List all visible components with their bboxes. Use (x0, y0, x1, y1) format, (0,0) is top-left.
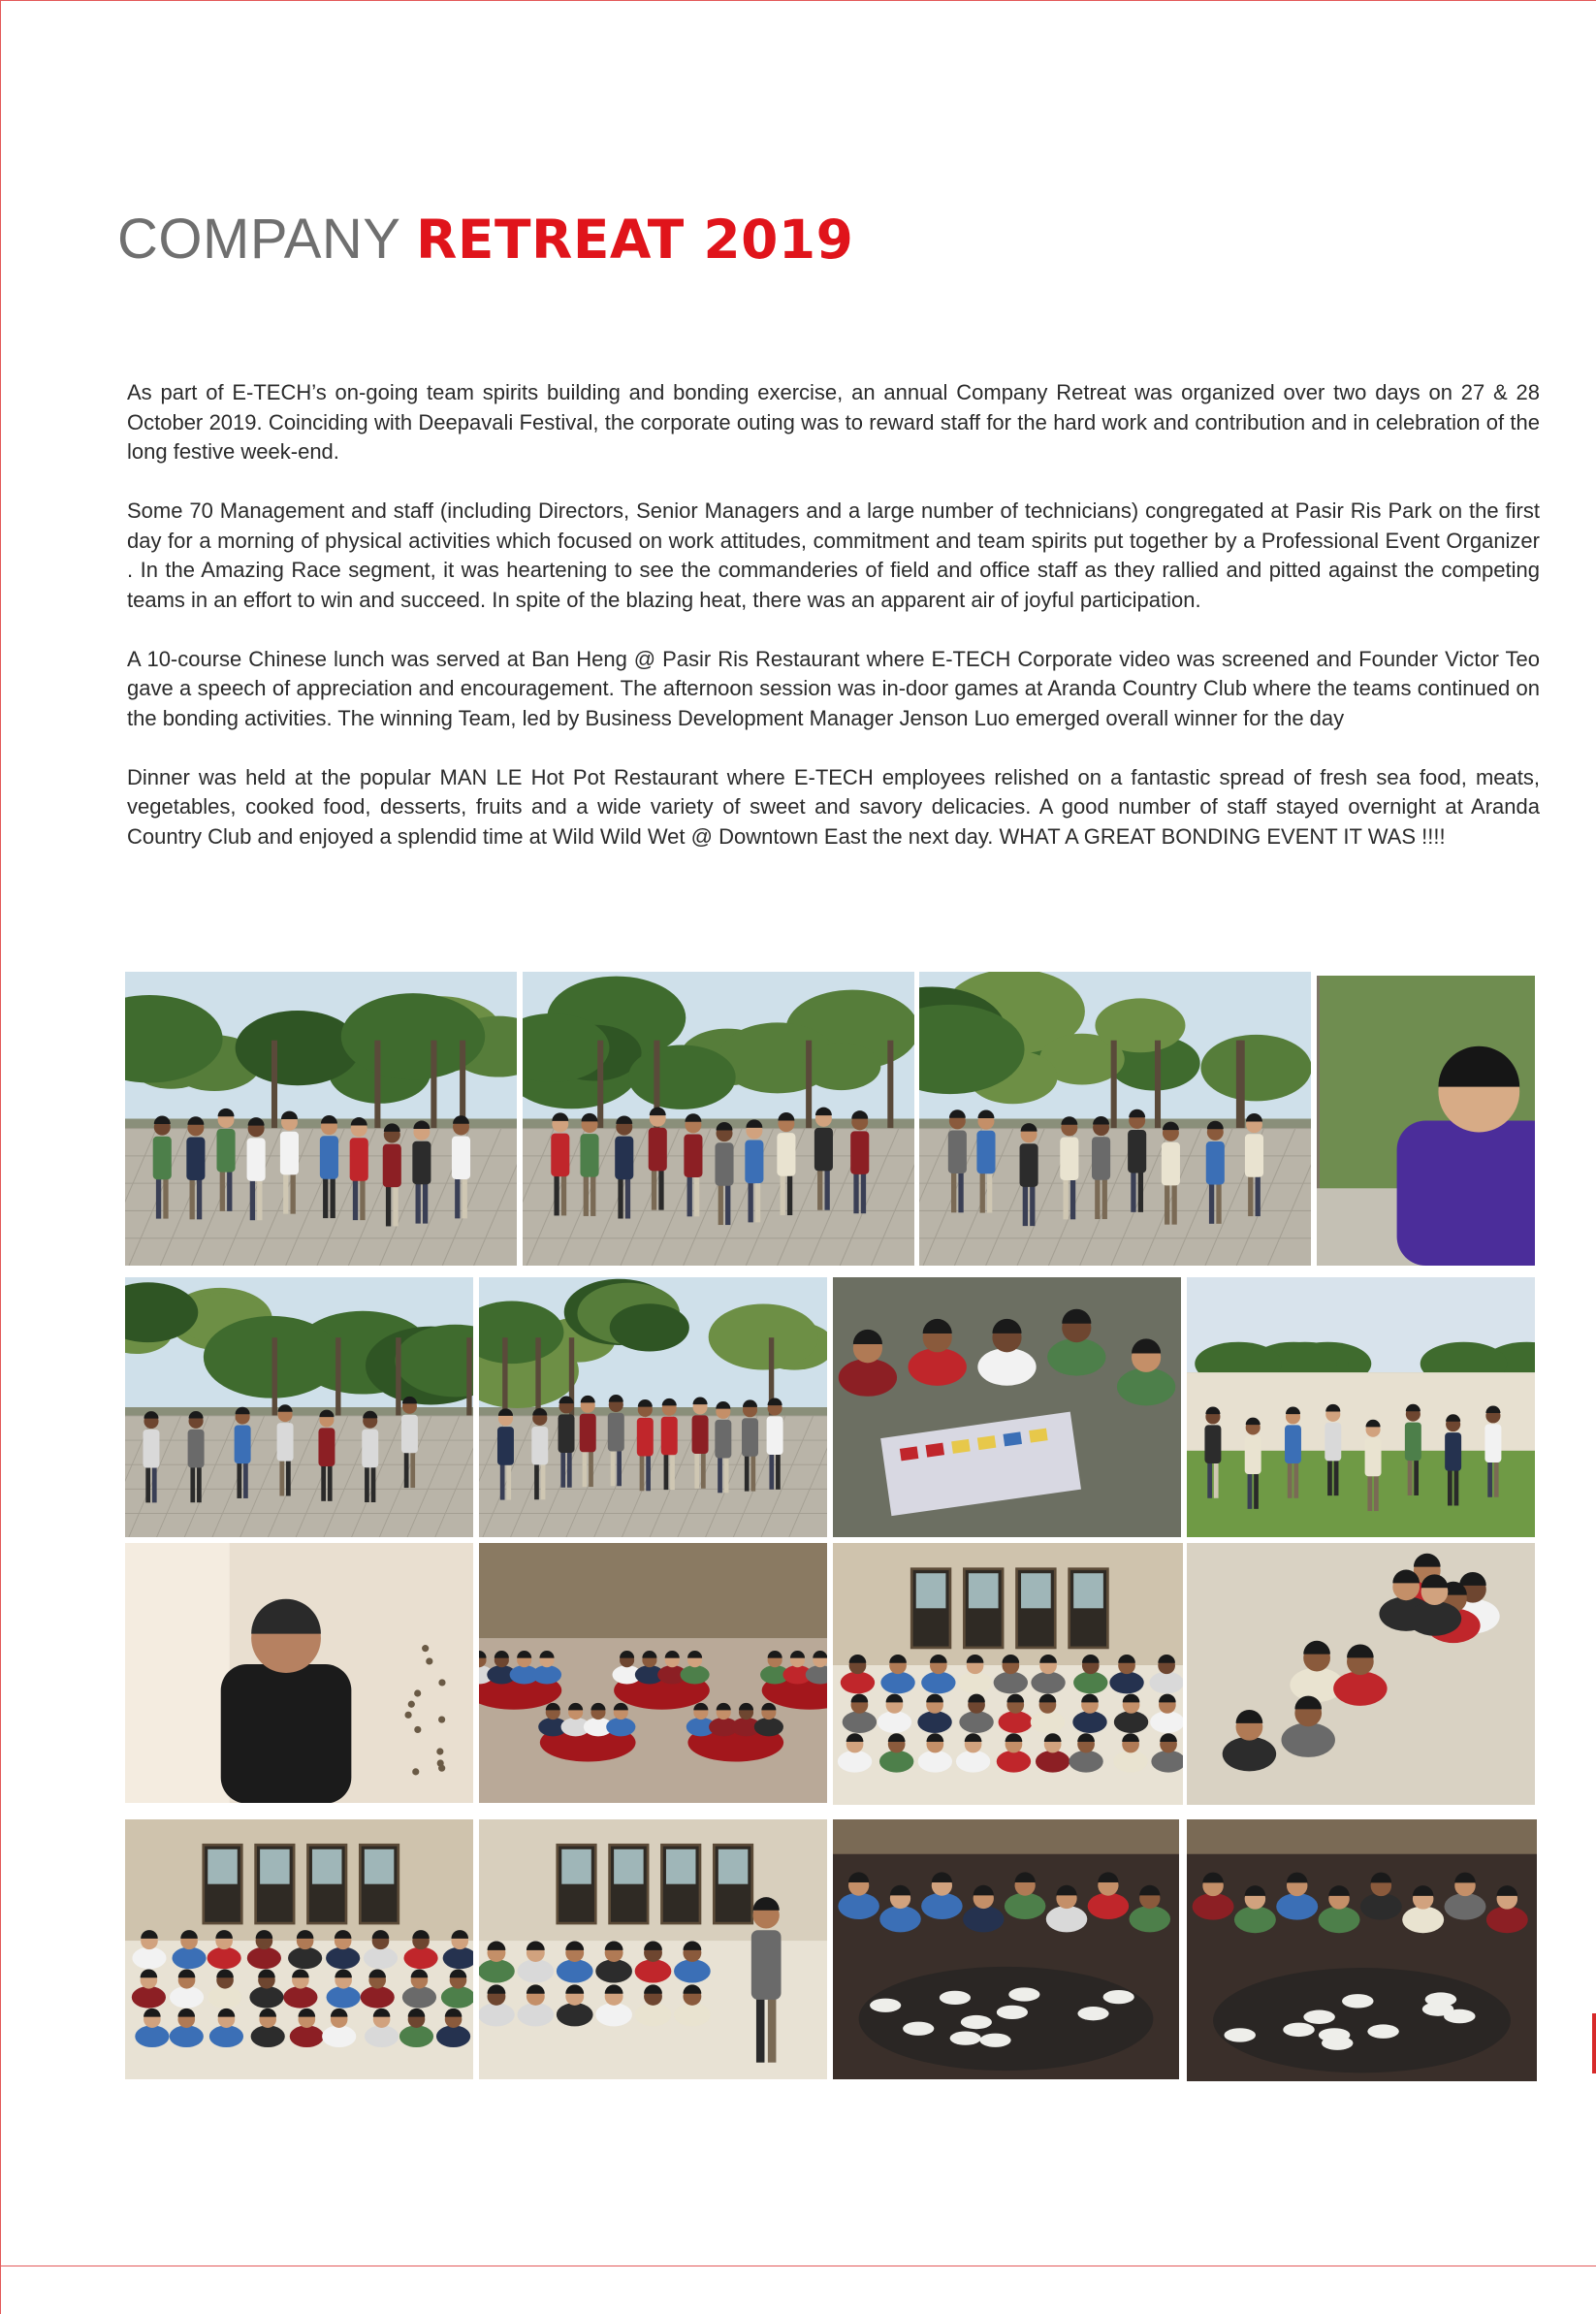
photo-image (479, 1543, 827, 1803)
photo-image (919, 972, 1311, 1266)
photo-image (833, 1277, 1181, 1537)
photo-image (125, 1543, 473, 1803)
photo (125, 972, 517, 1266)
page-title-bold: RETREAT 2019 (416, 209, 854, 271)
article-body (127, 378, 1540, 882)
photo-image (125, 1819, 473, 2079)
photo-image (1317, 976, 1535, 1266)
side-tab (1592, 2013, 1596, 2073)
photo (125, 1277, 473, 1537)
photo-image (479, 1277, 827, 1537)
paragraph-dinner: Dinner was held at the popular MAN LE Hot Pot Restaurant where E-TECH employees relished on a fantastic spread of fresh sea food, meats, vegetables, cooked food, desserts, fruits and a wide variety of sweet and savory delicacies. A good number of staff stayed overnight at Aranda Country Club and enjoyed a splendid time at Wild Wild Wet @ Downtown East the next day. WHAT A GREAT BONDING EVENT IT WAS !!!! (127, 764, 1540, 849)
photo (1187, 1819, 1537, 2081)
page-title-plain: COMPANY (117, 208, 400, 271)
photo-image (833, 1819, 1179, 2079)
photo (833, 1819, 1179, 2079)
photo (919, 972, 1311, 1266)
photo (1187, 1277, 1535, 1537)
photo-image (1187, 1819, 1537, 2081)
photo-image (125, 972, 517, 1266)
photo (833, 1543, 1183, 1805)
photo (1317, 976, 1535, 1266)
photo-image (523, 972, 914, 1266)
photo-image (1187, 1543, 1535, 1805)
photo (1187, 1543, 1535, 1805)
photo-image (1187, 1277, 1535, 1537)
photo (833, 1277, 1181, 1537)
page-title (117, 206, 853, 273)
paragraph-lunch: A 10-course Chinese lunch was served at Ban Heng @ Pasir Ris Restaurant where E-TECH Corporate video was screened and Founder Victor Teo gave a speech of appreciation and encouragement. The afternoon session was in-door games at Aranda Country Club where the teams continued on the bonding activities. The winning Team, led by Business Development Manager Jenson Luo emerged overall winner for the day (127, 646, 1540, 730)
paragraph-intro: As part of E-TECH’s on-going team spirits building and bonding exercise, an annual Company Retreat was organized over two days on 27 & 28 October 2019. Coinciding with Deepavali Festival, the corporate outing was to reward staff for the hard work and contribution and in celebration of the long festive week-end. (127, 380, 1540, 464)
photo (125, 1819, 473, 2079)
paragraph-morning: Some 70 Management and staff (including Directors, Senior Managers and a large number of technicians) congregated at Pasir Ris Park on the first day for a morning of physical activities which focused on work attitudes, commitment and team spirits put together by a Professional Event Organizer . In the Amazing Race segment, it was heartening to see the commanderies of field and office staff as they rallied and pitted against the competing teams in an effort to win and succeed. In spite of the blazing heat, there was an apparent air of joyful participation. (127, 498, 1540, 612)
photo-image (479, 1819, 827, 2079)
photo (125, 1543, 473, 1803)
photo (479, 1277, 827, 1537)
photo-image (125, 1277, 473, 1537)
photo (479, 1543, 827, 1803)
photo (523, 972, 914, 1266)
photo (479, 1819, 827, 2079)
photo-image (833, 1543, 1183, 1805)
